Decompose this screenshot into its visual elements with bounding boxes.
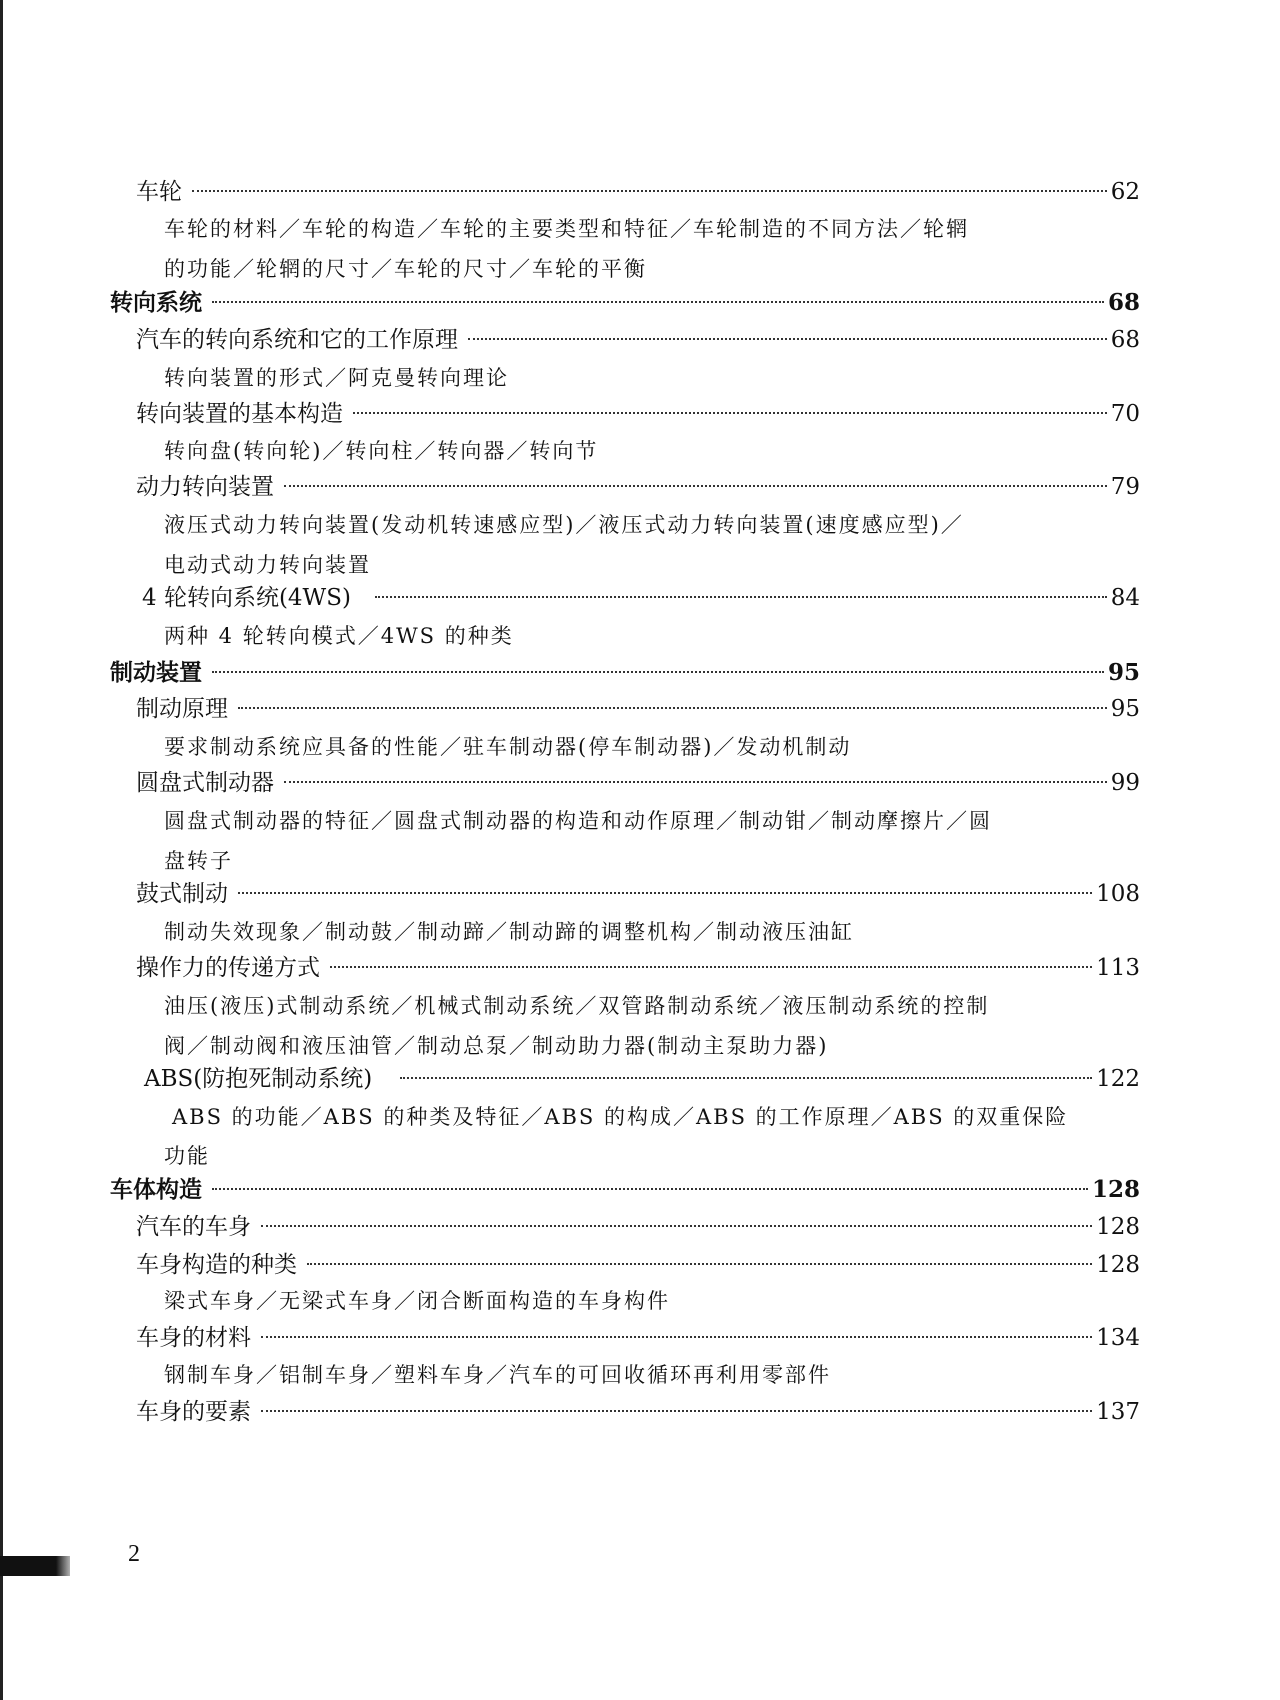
toc-page: 70	[1110, 401, 1140, 427]
toc-title: 鼓式制动	[136, 881, 228, 907]
dot-leader	[261, 1410, 1092, 1412]
toc-desc: 的功能／轮辋的尺寸／车轮的尺寸／车轮的平衡	[164, 257, 647, 281]
toc-page: 122	[1096, 1066, 1140, 1092]
toc-page: 95	[1107, 659, 1140, 686]
toc-entry-brake-principle[interactable]	[136, 692, 1140, 726]
toc-desc: 要求制动系统应具备的性能／驻车制动器(停车制动器)／发动机制动	[164, 735, 852, 759]
toc-desc: 钢制车身／铝制车身／塑料车身／汽车的可回收循环再利用零部件	[164, 1363, 831, 1387]
toc-title: 动力转向装置	[136, 474, 274, 500]
toc-entry-body-material[interactable]	[136, 1321, 1140, 1355]
toc-title: 圆盘式制动器	[136, 770, 274, 796]
toc-page: 137	[1096, 1399, 1140, 1425]
toc-page: 84	[1110, 585, 1140, 611]
toc-page: 79	[1110, 474, 1140, 500]
toc-page: 113	[1096, 955, 1140, 981]
toc-title: 车身的材料	[136, 1325, 251, 1351]
toc-desc: 阀／制动阀和液压油管／制动总泵／制动助力器(制动主泵助力器)	[164, 1034, 829, 1058]
toc-desc: 油压(液压)式制动系统／机械式制动系统／双管路制动系统／液压制动系统的控制	[164, 994, 990, 1018]
dot-leader	[212, 301, 1104, 303]
dot-leader	[330, 966, 1092, 968]
toc-desc: 转向盘(转向轮)／转向柱／转向器／转向节	[164, 439, 599, 463]
page-number: 2	[128, 1541, 140, 1567]
toc-desc: 功能	[164, 1144, 210, 1168]
toc-page: 95	[1110, 696, 1140, 722]
dot-leader	[375, 596, 1107, 598]
toc-entry-body-elements[interactable]	[136, 1395, 1140, 1429]
toc-page: 128	[1091, 1176, 1140, 1203]
toc-title: 操作力的传递方式	[136, 955, 320, 981]
toc-title: 转向系统	[110, 289, 202, 316]
toc-page: 99	[1110, 770, 1140, 796]
toc-entry-body-types[interactable]	[136, 1248, 1140, 1282]
toc-page: 128	[1096, 1252, 1140, 1278]
toc-entry-car-body[interactable]	[136, 1210, 1140, 1244]
toc-entry-drum-brake[interactable]	[136, 877, 1140, 911]
toc-desc: 盘转子	[164, 849, 233, 873]
toc-page: 68	[1110, 327, 1140, 353]
dot-leader	[238, 707, 1107, 709]
toc-entry-4ws[interactable]	[142, 581, 1140, 615]
toc-page: 134	[1096, 1325, 1140, 1351]
toc-page: 108	[1096, 881, 1140, 907]
toc-page: 62	[1110, 179, 1140, 205]
toc-title: 4 轮转向系统(4WS)	[142, 585, 351, 611]
dot-leader	[261, 1336, 1092, 1338]
toc-entry-disc-brake[interactable]	[136, 766, 1140, 800]
dot-leader	[307, 1263, 1092, 1265]
dot-leader	[468, 338, 1107, 340]
dot-leader	[238, 892, 1092, 894]
toc-title: 车体构造	[110, 1176, 202, 1203]
dot-leader	[284, 781, 1107, 783]
toc-desc: ABS 的功能／ABS 的种类及特征／ABS 的构成／ABS 的工作原理／ABS 的双重保险	[172, 1105, 1069, 1129]
toc-desc: 两种 4 轮转向模式／4WS 的种类	[164, 624, 514, 648]
toc-desc: 液压式动力转向装置(发动机转速感应型)／液压式动力转向装置(速度感应型)／	[164, 513, 964, 537]
dot-leader	[261, 1225, 1092, 1227]
toc-entry-power-steering[interactable]	[136, 470, 1140, 504]
dot-leader	[212, 671, 1104, 673]
toc-entry-steering[interactable]	[110, 286, 1140, 320]
toc-title: 车身的要素	[136, 1399, 251, 1425]
toc-title: 车轮	[136, 179, 182, 205]
toc-title: 汽车的转向系统和它的工作原理	[136, 327, 458, 353]
toc-desc: 制动失效现象／制动鼓／制动蹄／制动蹄的调整机构／制动液压油缸	[164, 920, 854, 944]
toc-desc: 车轮的材料／车轮的构造／车轮的主要类型和特征／车轮制造的不同方法／轮辋	[164, 217, 969, 241]
toc-desc: 梁式车身／无梁式车身／闭合断面构造的车身构件	[164, 1289, 670, 1313]
toc-title: ABS(防抱死制动系统)	[144, 1066, 373, 1092]
toc-entry-force-transfer[interactable]	[136, 951, 1140, 985]
toc-entry-brake[interactable]	[110, 656, 1140, 690]
toc-title: 车身构造的种类	[136, 1252, 297, 1278]
dot-leader	[353, 412, 1107, 414]
toc-entry-steering-basic[interactable]	[136, 397, 1140, 431]
toc-entry-body[interactable]	[110, 1173, 1140, 1207]
toc-title: 制动原理	[136, 696, 228, 722]
page-edge	[0, 0, 3, 1700]
toc-title: 转向装置的基本构造	[136, 401, 343, 427]
dot-leader	[284, 485, 1107, 487]
dot-leader	[212, 1188, 1088, 1190]
toc-desc: 电动式动力转向装置	[164, 553, 371, 577]
toc-page: 128	[1096, 1214, 1140, 1240]
toc-title: 汽车的车身	[136, 1214, 251, 1240]
toc-entry-abs[interactable]	[144, 1062, 1140, 1096]
toc-entry-wheel[interactable]	[136, 175, 1140, 209]
toc-desc: 圆盘式制动器的特征／圆盘式制动器的构造和动作原理／制动钳／制动摩擦片／圆	[164, 809, 992, 833]
toc-page: 68	[1107, 289, 1140, 316]
toc-entry-steering-principle[interactable]	[136, 323, 1140, 357]
toc-title: 制动装置	[110, 659, 202, 686]
dot-leader	[400, 1077, 1092, 1079]
page-corner-mark	[0, 1556, 70, 1576]
toc-desc: 转向装置的形式／阿克曼转向理论	[164, 366, 509, 390]
dot-leader	[192, 190, 1107, 192]
